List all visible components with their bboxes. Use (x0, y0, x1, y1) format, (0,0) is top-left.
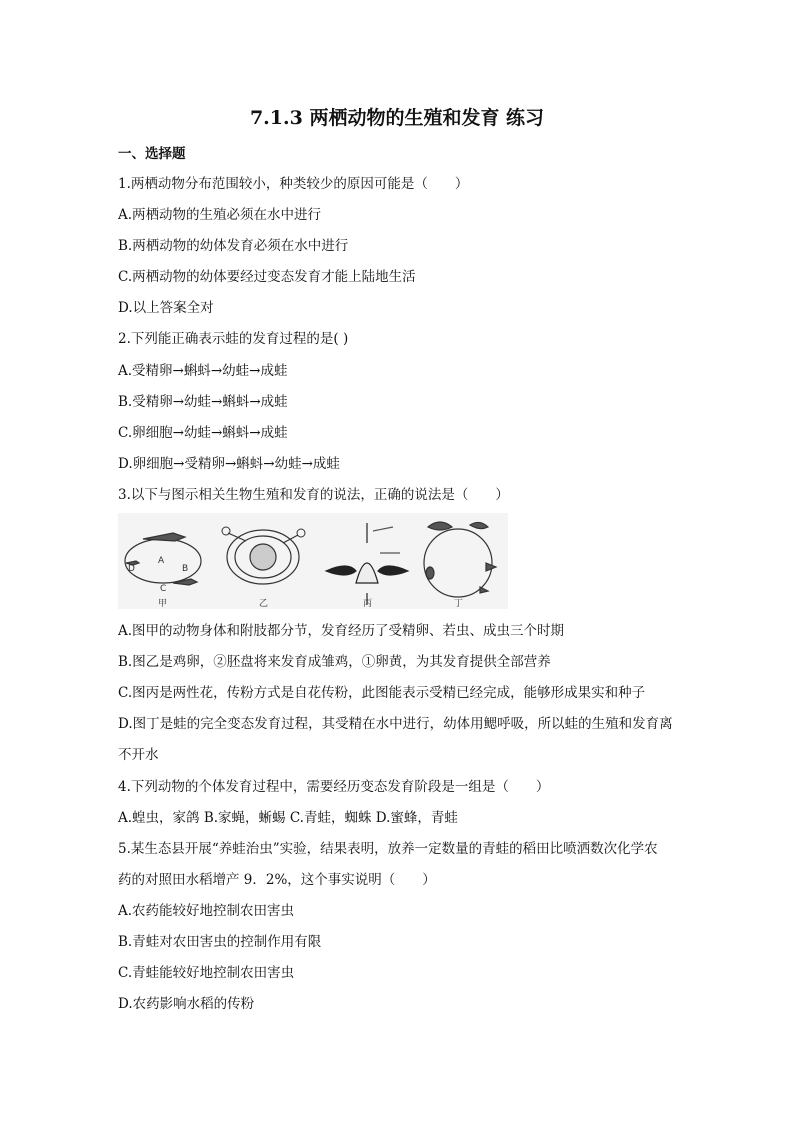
question-3-option-d: D.图丁是蛙的完全变态发育过程，其受精在水中进行，幼体用鳃呼吸，所以蛙的生殖和发育离 (118, 716, 673, 732)
question-5-option-a: A.农药能较好地控制农田害虫 (118, 903, 295, 919)
question-1-option-a: A.两栖动物的生殖必须在水中进行 (118, 207, 322, 223)
question-3-option-a: A.图甲的动物身体和附肢都分节，发育经历了受精卵、若虫、成虫三个时期 (118, 623, 565, 639)
page-title: 7.1.3 两栖动物的生殖和发育 练习 (249, 107, 545, 129)
question-2-option-d: D.卵细胞→受精卵→蝌蚪→幼蛙→成蛙 (118, 456, 340, 472)
question-2-option-a: A.受精卵→蝌蚪→幼蛙→成蛙 (118, 363, 288, 379)
question-1-option-c: C.两栖动物的幼体要经过变态发育才能上陆地生活 (118, 269, 416, 285)
figure-label-jia: 甲 (158, 599, 168, 609)
question-1-option-b: B.两栖动物的幼体发育必须在水中进行 (118, 238, 349, 254)
svg-text:C: C (160, 584, 167, 594)
question-1-option-d: D.以上答案全对 (118, 300, 214, 316)
question-3-stem: 3.以下与图示相关生物生殖和发育的说法，正确的说法是（ ） (118, 487, 509, 503)
question-5-stem-line-1: 5.某生态县开展“养蛙治虫”实验，结果表明，放养一定数量的青蛙的稻田比喷洒数次化学农 (118, 841, 658, 857)
figure-label-ding: 丁 (454, 599, 464, 609)
question-4-stem: 4.下列动物的个体发育过程中，需要经历变态发育阶段是一组是（ ） (118, 779, 550, 795)
svg-text:B: B (182, 564, 189, 574)
question-4-options: A.蝗虫，家鸽 B.家蝇，蜥蜴 C.青蛙，蜘蛛 D.蜜蜂，青蛙 (118, 810, 458, 826)
question-3-figure (118, 513, 508, 609)
question-2-option-b: B.受精卵→幼蛙→蝌蚪→成蛙 (118, 394, 288, 410)
question-3-option-c: C.图丙是两性花，传粉方式是自花传粉，此图能表示受精已经完成，能够形成果实和种子 (118, 685, 646, 701)
question-3-option-b: B.图乙是鸡卵，②胚盘将来发育成雏鸡，①卵黄，为其发育提供全部营养 (118, 654, 551, 670)
question-3-option-d-continued: 不开水 (118, 747, 159, 763)
question-1-stem: 1.两栖动物分布范围较小，种类较少的原因可能是（ ） (118, 176, 469, 192)
figure-label-bing: 丙 (363, 599, 373, 609)
question-5-option-b: B.青蛙对农田害虫的控制作用有限 (118, 934, 322, 950)
question-2-option-c: C.卵细胞→幼蛙→蝌蚪→成蛙 (118, 425, 288, 441)
svg-text:D: D (128, 564, 135, 574)
question-5-stem-line-2: 药的对照田水稻增产 9．2%，这个事实说明（ ） (118, 872, 436, 888)
figure-label-yi: 乙 (259, 599, 269, 609)
svg-text:A: A (158, 556, 165, 566)
question-2-stem: 2.下列能正确表示蛙的发育过程的是( ) (118, 331, 349, 347)
question-5-option-d: D.农药影响水稻的传粉 (118, 996, 255, 1012)
question-5-option-c: C.青蛙能较好地控制农田害虫 (118, 965, 295, 981)
section-heading: 一、选择题 (118, 146, 186, 162)
